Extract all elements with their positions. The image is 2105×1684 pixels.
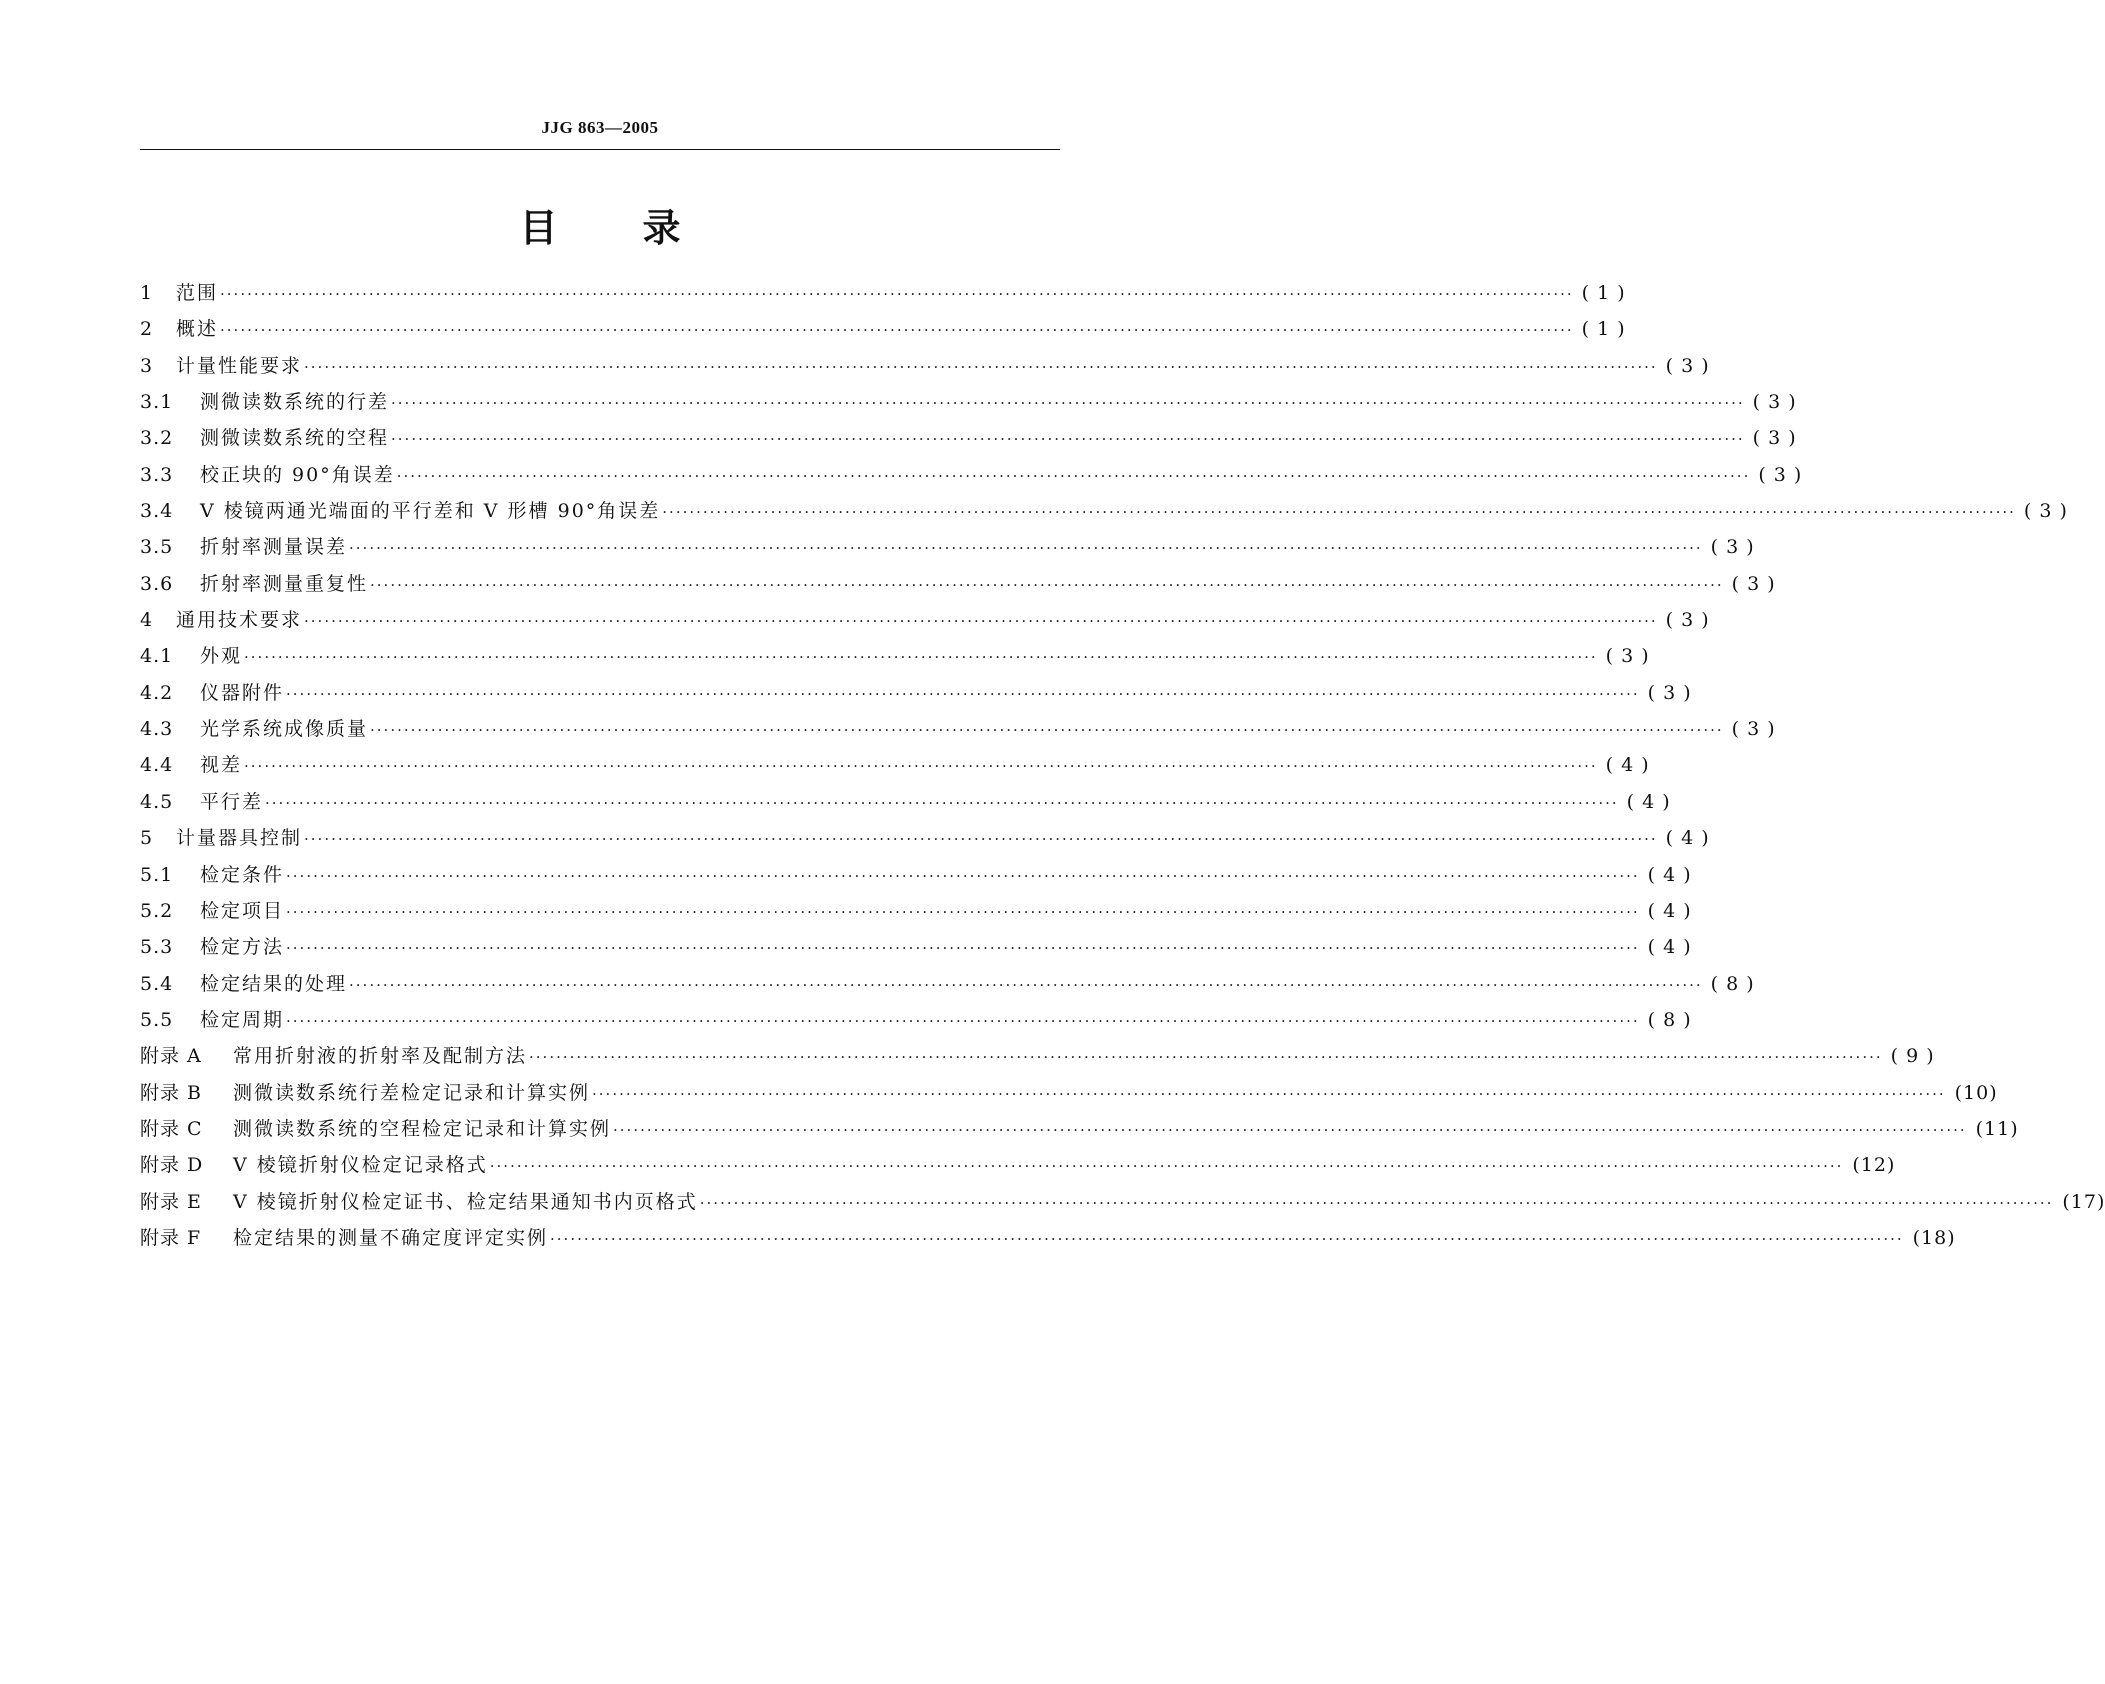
toc-entry[interactable]: [140, 1187, 2105, 1223]
toc-entry-number: 4.2: [140, 681, 174, 704]
toc-entry[interactable]: [140, 678, 1692, 714]
toc-dot-leader: ········································································································································································································: [592, 1084, 1946, 1103]
toc-entry-number: 5.4: [140, 972, 174, 995]
toc-entry-number: 5.5: [140, 1008, 174, 1031]
toc-entry-number: 3.5: [140, 536, 174, 559]
toc-entry-page: ( 3 ): [1665, 609, 1710, 632]
table-of-contents: [140, 278, 2105, 1259]
toc-entry[interactable]: [140, 823, 1710, 859]
toc-entry-page: ( 3 ): [2023, 500, 2068, 523]
toc-entry-number: 3.3: [140, 463, 174, 486]
toc-dot-leader: ········································································································································································································: [489, 1157, 1844, 1176]
toc-entry-number: 4: [140, 609, 154, 632]
toc-entry-page: (12): [1852, 1154, 1896, 1177]
toc-entry[interactable]: [140, 860, 1692, 896]
toc-entry-page: ( 4 ): [1647, 899, 1692, 922]
toc-entry[interactable]: [140, 1078, 1998, 1114]
toc-entry-title: 概述: [176, 318, 219, 341]
toc-entry-page: (17): [2062, 1190, 2105, 1213]
toc-entry-title: 测微读数系统行差检定记录和计算实例: [233, 1081, 591, 1104]
toc-entry-title: 通用技术要求: [176, 609, 303, 632]
toc-entry-page: ( 3 ): [1647, 681, 1692, 704]
toc-entry[interactable]: [140, 387, 1797, 423]
toc-title-char-2: 录: [642, 206, 681, 250]
toc-entry-number: 5: [140, 827, 154, 850]
toc-entry[interactable]: [140, 1005, 1692, 1041]
toc-dot-leader: ········································································································································································································: [286, 866, 1640, 885]
toc-dot-leader: ········································································································································································································: [396, 466, 1751, 485]
toc-entry-page: ( 3 ): [1752, 391, 1797, 414]
toc-entry[interactable]: [140, 969, 1755, 1005]
toc-entry-title: V 棱镜两通光端面的平行差和 V 形槽 90°角误差: [200, 500, 661, 523]
toc-entry-title: 检定周期: [200, 1008, 285, 1031]
toc-entry-page: ( 4 ): [1626, 790, 1671, 813]
toc-entry-number: 附录 C: [140, 1117, 203, 1140]
toc-entry-title: 测微读数系统的空程检定记录和计算实例: [233, 1117, 612, 1140]
toc-entry-title: 折射率测量误差: [200, 536, 348, 559]
toc-dot-leader: ········································································································································································································: [304, 357, 1658, 376]
toc-entry-title: 光学系统成像质量: [200, 718, 369, 741]
toc-entry-page: ( 4 ): [1647, 936, 1692, 959]
toc-entry-page: (10): [1954, 1081, 1998, 1104]
toc-dot-leader: ········································································································································································································: [370, 721, 1724, 740]
toc-entry-number: 附录 B: [140, 1081, 203, 1104]
toc-dot-leader: ········································································································································································································: [529, 1048, 1883, 1067]
toc-entry-title: 仪器附件: [200, 681, 285, 704]
toc-entry[interactable]: [140, 787, 1671, 823]
toc-entry-title: 检定结果的处理: [200, 972, 348, 995]
toc-dot-leader: ········································································································································································································: [349, 539, 1703, 558]
toc-entry-page: (11): [1975, 1117, 2019, 1140]
toc-entry-number: 附录 D: [140, 1154, 204, 1177]
toc-entry[interactable]: [140, 278, 1626, 314]
toc-entry[interactable]: [140, 1150, 1896, 1186]
toc-dot-leader: ········································································································································································································: [304, 612, 1658, 631]
toc-entry-number: 3.6: [140, 572, 174, 595]
toc-entry-page: ( 4 ): [1665, 827, 1710, 850]
toc-entry-page: ( 1 ): [1581, 282, 1626, 304]
toc-entry-title: 检定项目: [200, 899, 285, 922]
toc-dot-leader: ········································································································································································································: [286, 902, 1640, 921]
toc-dot-leader: ········································································································································································································: [391, 430, 1745, 449]
toc-entry-number: 5.2: [140, 899, 174, 922]
toc-entry-page: ( 8 ): [1710, 972, 1755, 995]
toc-dot-leader: ········································································································································································································: [613, 1120, 1967, 1139]
toc-entry-number: 2: [140, 318, 154, 341]
toc-entry-title: 计量器具控制: [176, 827, 303, 850]
toc-entry-title: 平行差: [200, 790, 264, 813]
toc-entry-page: ( 8 ): [1647, 1008, 1692, 1031]
toc-entry-title: 测微读数系统的行差: [200, 391, 390, 414]
toc-entry-number: 附录 A: [140, 1045, 202, 1068]
toc-entry-number: 3.4: [140, 500, 174, 523]
toc-entry-number: 附录 E: [140, 1190, 202, 1213]
toc-dot-leader: ········································································································································································································: [391, 394, 1745, 413]
toc-dot-leader: ········································································································································································································: [370, 575, 1724, 594]
toc-entry-page: ( 3 ): [1752, 427, 1797, 450]
toc-entry[interactable]: [140, 496, 2068, 532]
toc-entry-title: V 棱镜折射仪检定记录格式: [233, 1154, 488, 1177]
toc-entry-page: ( 4 ): [1647, 863, 1692, 886]
toc-dot-leader: ········································································································································································································: [265, 793, 1619, 812]
toc-entry-number: 3.1: [140, 391, 174, 414]
toc-entry-number: 4.4: [140, 754, 174, 777]
toc-entry-number: 3.2: [140, 427, 174, 450]
header-divider: [140, 149, 1060, 150]
toc-entry[interactable]: [140, 641, 1650, 677]
toc-entry[interactable]: [140, 714, 1776, 750]
toc-dot-leader: ········································································································································································································: [244, 757, 1598, 776]
toc-entry-title: 常用折射液的折射率及配制方法: [233, 1045, 528, 1068]
toc-entry-page: ( 3 ): [1665, 354, 1710, 377]
toc-entry[interactable]: [140, 532, 1755, 568]
toc-entry[interactable]: [140, 1223, 1956, 1259]
toc-entry-title: 检定方法: [200, 936, 285, 959]
toc-entry[interactable]: [140, 896, 1692, 932]
toc-entry-page: ( 3 ): [1731, 718, 1776, 741]
toc-entry-number: 3: [140, 354, 154, 377]
toc-entry-title: 检定结果的测量不确定度评定实例: [233, 1226, 549, 1249]
toc-entry-page: ( 1 ): [1581, 318, 1626, 341]
toc-dot-leader: ········································································································································································································: [699, 1193, 2054, 1212]
toc-dot-leader: ········································································································································································································: [662, 503, 2016, 522]
toc-entry[interactable]: [140, 460, 1803, 496]
toc-entry-title: 测微读数系统的空程: [200, 427, 390, 450]
toc-dot-leader: ········································································································································································································: [244, 648, 1598, 667]
document-code-header: JJG 863—2005: [541, 118, 659, 137]
toc-entry-number: 5.1: [140, 863, 174, 886]
toc-entry[interactable]: [140, 750, 1650, 786]
toc-entry-page: ( 3 ): [1710, 536, 1755, 559]
toc-entry-number: 1: [140, 282, 154, 304]
toc-dot-leader: ········································································································································································································: [220, 285, 1574, 303]
toc-title-char-1: 目: [519, 206, 558, 250]
toc-entry-number: 4.3: [140, 718, 174, 741]
toc-entry-page: ( 4 ): [1605, 754, 1650, 777]
toc-dot-leader: ········································································································································································································: [286, 1011, 1640, 1030]
toc-entry-title: 折射率测量重复性: [200, 572, 369, 595]
toc-entry-title: V 棱镜折射仪检定证书、检定结果通知书内页格式: [233, 1190, 698, 1213]
toc-entry-page: ( 3 ): [1731, 572, 1776, 595]
toc-entry-number: 5.3: [140, 936, 174, 959]
toc-entry[interactable]: [140, 932, 1692, 968]
toc-entry-page: ( 3 ): [1605, 645, 1650, 668]
toc-entry-title: 校正块的 90°角误差: [200, 463, 395, 486]
toc-dot-leader: ········································································································································································································: [349, 975, 1703, 994]
toc-entry[interactable]: [140, 1041, 1935, 1077]
toc-entry-title: 视差: [200, 754, 243, 777]
toc-entry-title: 检定条件: [200, 863, 285, 886]
toc-dot-leader: ········································································································································································································: [550, 1229, 1904, 1248]
toc-entry[interactable]: [140, 314, 1626, 350]
toc-entry-page: (18): [1912, 1226, 1956, 1249]
toc-entry-number: 4.5: [140, 790, 174, 813]
toc-entry[interactable]: [140, 423, 1797, 459]
toc-entry-title: 外观: [200, 645, 243, 668]
toc-entry-number: 附录 F: [140, 1226, 202, 1249]
toc-entry-page: ( 9 ): [1890, 1045, 1935, 1068]
toc-entry-number: 4.1: [140, 645, 174, 668]
toc-dot-leader: ········································································································································································································: [304, 830, 1658, 849]
toc-entry[interactable]: [140, 569, 1776, 605]
toc-entry-title: 范围: [176, 282, 219, 304]
toc-entry-page: ( 3 ): [1758, 463, 1803, 486]
toc-title: [140, 197, 1060, 252]
toc-entry[interactable]: [140, 351, 1710, 387]
toc-dot-leader: ········································································································································································································: [286, 939, 1640, 958]
toc-dot-leader: ········································································································································································································: [220, 321, 1574, 340]
toc-entry-title: 计量性能要求: [176, 354, 303, 377]
toc-dot-leader: ········································································································································································································: [286, 684, 1640, 703]
toc-entry[interactable]: [140, 605, 1710, 641]
toc-entry[interactable]: [140, 1114, 2019, 1150]
